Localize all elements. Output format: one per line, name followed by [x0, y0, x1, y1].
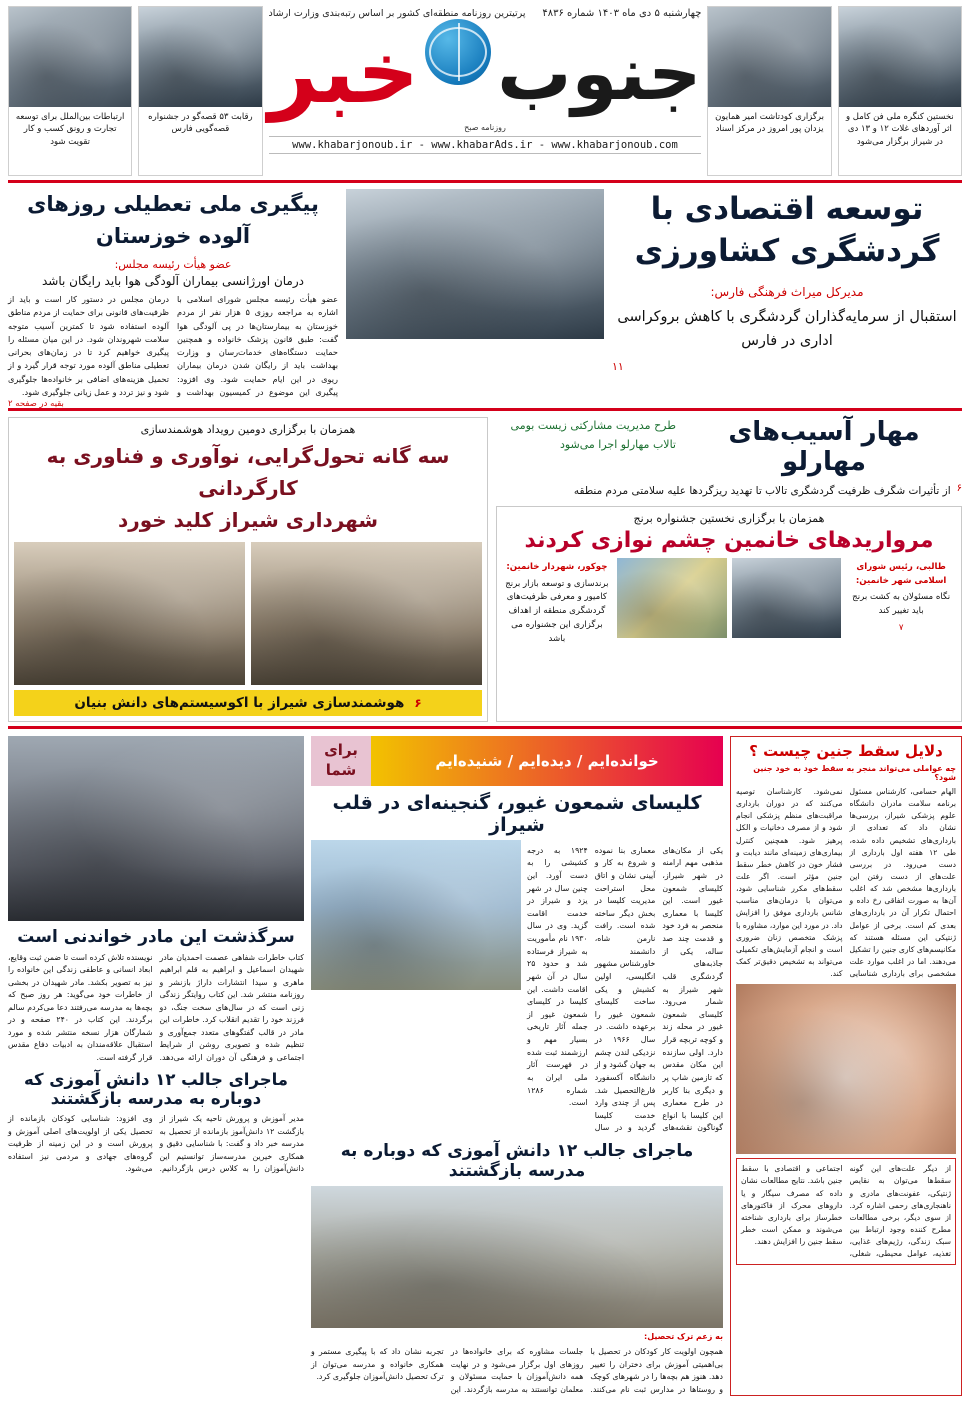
church-article[interactable]	[311, 736, 723, 1396]
read-seen-heard-badge: خوانده‌ایم / دیده‌ایم / شنیده‌ایم	[371, 736, 723, 786]
masthead-side-box[interactable]	[138, 6, 262, 176]
masthead	[8, 6, 962, 176]
masthead-side-caption: برگزاری کودتاشت امیر همایون یزدان پور امروز در مرکز اسناد	[715, 112, 824, 135]
secondary-kicker: عضو هیأت رئیسه مجلس:	[114, 258, 232, 271]
maharlu-headline: مهار آسیب‌های مهارلو	[728, 417, 920, 477]
masthead-side-box[interactable]	[838, 6, 962, 176]
hands-photo	[736, 984, 956, 1154]
church-body: یکی از مکان‌های مذهبی مهم ارامنه در شهر شیراز، کلیسای شمعون غیور است. این کلیسا با معماری منحصر به فرد خود و قدمت چند صد ساله، یکی از جاذبه‌های گردشگری قلب شهر شیراز به شمار می‌رود. کلیسای شمعون غیور در محله زند و کوچه تربچه قرار دارد. اولی سازنده این مکان مقدس که تازمین شاپ پر و دیگری بنا کاربر در طرح معماری این کلیسا با انواع گوناگون نقشه‌های معماری بنا نموده و شروع به کار و آیینی نشان و اتاق محل استراحت مدیریت کلیسا در بخش دیگر ساخته شده است. رافت نارمن شاه، دانشمند خاورشناس مشهور انگلیسی، اولین کشیش و یکی ساخت کلیسای شمعون غیور را برعهده داشت. در سال ۱۹۶۶ در نزدیکی لندن چشم به جهان گشود و از دانشگاه آکسفورد فارغ‌التحصیل شد. پس از چندی وارد خدمت کلیسا گردید و در سال ۱۹۲۴ به درجه کشیشی را به دست آورد. این چنین سال در شهر یزد و شیراز در خدمت اقامت گزید. وی در سال ۱۹۳۰ نام مأموریت به شیراز فرستاده شد و حدود ۲۵ سال در آن شهر اقامت داشت. این کلیسا در کلیسای شمعون غیور از جمله آثار تاریخی بسیار مهم و ارزشمند ثبت شده در فهرست آثار ملی ایران به شماره ۱۲۸۶ است.	[527, 845, 723, 1133]
lead-section	[8, 189, 962, 410]
lower-section	[8, 736, 962, 1396]
miscarriage-subhead: چه عواملی می‌تواند منجر به سقط خود به خود جنین شود؟	[753, 764, 956, 782]
issue-date: چهارشنبه ۵ دی ماه ۱۴۰۳ شماره ۴۸۳۶	[542, 8, 702, 19]
students-headline: ماجرای جالب ۱۲ دانش آموزی که دوباره به مدرسه بازگشتند	[340, 1141, 694, 1182]
rice-photo-1	[732, 558, 842, 638]
smart-city-headline-1: سه گانه تحول‌گرایی، نوآوری و فناوری به کارگردانی	[46, 444, 450, 500]
smart-city-photo-1	[251, 542, 482, 685]
rice-photo-2	[617, 558, 727, 638]
miscarriage-headline: دلایل سقط جنین چیست ؟	[749, 742, 943, 760]
secondary-headline: پیگیری ملی تعطیلی روزهای آلوده خوزستان	[27, 192, 319, 248]
masthead-side-photo	[708, 7, 830, 107]
students-body: همچون اولویت کار کودکان در تحصیل با بی‌اهمیتی آموزش برای دختران را تغییر دهد. هنوز هم بچه‌ها را در شهرهای کوچک و روستاها در مدارس ثبت نام می‌کنند. جلسات مشاوره که برای خانواده‌ها در روزهای اول برگزار می‌شود و در نهایت همه دانش‌آموزان با حمایت مسئولان و معلمان توانستند به مدرسه بازگردند. این تجربه نشان داد که با پیگیری مستمر و همکاری خانواده و مدرسه می‌توان از ترک تحصیل دانش‌آموزان جلوگیری کرد.	[311, 1347, 723, 1394]
miscarriage-footnote: از دیگر علت‌های این گونه سقط‌ها می‌توان به نقایص ژنتیکی، عفونت‌های مادری و ناهنجاری‌های رحمی اشاره کرد. از سوی دیگر، برخی مطالعات مطرح کننده وجود ارتباط بین سبک زندگی، رژیم‌های غذایی، تغذیه، عوامل محیطی، شغلی، اجتماعی و اقتصادی با سقط جنین باشد. نتایج مطالعات نشان داده که مصرف سیگار و یا دارو‌های محرک از فاکتورهای خطر‌ساز برای بارداری شناخته می‌شوند و ممکن است خطر سقط جنین را افزایش دهند.	[736, 1158, 956, 1265]
masthead-side-caption: نخستین کنگره ملی فن کامل و اثر آوردهای غلات ۱۲ و ۱۳ دی در شیراز برگزار می‌شود	[846, 112, 954, 147]
church-photo	[311, 840, 521, 990]
smart-city-story[interactable]	[8, 417, 488, 722]
rice-column-left	[502, 558, 612, 716]
memoir-headline: سرگذشت این مادر خواندنی است	[17, 927, 295, 947]
smart-city-headline-2: شهرداری شیراز کلید خورد	[117, 508, 379, 532]
smart-city-page-number: ۶	[414, 696, 422, 710]
masthead-topline	[269, 6, 702, 19]
maharlu-kicker-2: تالاب مهارلو اجرا می‌شود	[559, 437, 676, 451]
memoir-body: کتاب خاطرات شفاهی عصمت احمدیان مادر شهیدان اسماعیل و ابراهیم به قلم ابراهیم ماهری و سیدا انتشارات داراژ بازنشر و روزنامه منتشر شد. این کتاب روایتگر زندگی زنی است که در سال‌های سخت جنگ، دو فرزند خود را تقدیم انقلاب کرد. خاطرات این مادر در قالب گفتگوهای متعدد جمع‌آوری و تنظیم شده و تصویری روشن از شرایط اجتماعی و فرهنگی آن دوران ارائه می‌دهد. نویسنده تلاش کرده است تا ضمن ثبت وقایع، ابعاد انسانی و عاطفی زندگی این خانواده را نیز به تصویر بکشد. مادر شهیدان در بخشی از خاطرات خود می‌گوید: هر روز صبح که بچه‌ها به مدرسه می‌رفتند دعا می‌کردم سالم برگردند. این کتاب در ۲۴۰ صفحه و در شمارگان هزار نسخه منتشر شده و مورد استقبال علاقه‌مندان به ادبیات دفاع مقدس قرار گرفته است.	[8, 953, 304, 1062]
smart-city-photos	[14, 542, 482, 685]
masthead-side-box[interactable]	[707, 6, 831, 176]
lead-photo	[346, 189, 604, 339]
rice-page-right: ۷	[898, 622, 904, 633]
logo-khabar-text: خبر	[268, 23, 420, 124]
middle-band	[8, 417, 962, 722]
masthead-urls[interactable]: www.khabarjonoub.ir - www.khabarAds.ir - www.khabarjonoub.com	[269, 136, 702, 154]
smart-city-strip[interactable]	[14, 690, 482, 716]
for-you-badge: برای شما	[311, 736, 371, 786]
rice-column-right	[846, 558, 956, 716]
masthead-side-caption: ارتباطات بین‌الملل برای توسعه تجارت و رونق کسب و کار تقویت شود	[15, 112, 125, 147]
divider-red	[8, 180, 962, 183]
globe-icon	[425, 19, 491, 85]
logo-jonoub-text: جنوب	[497, 30, 702, 117]
rice-photo-col-left	[617, 558, 727, 716]
students-photo	[311, 1186, 723, 1328]
mother-memoir-article[interactable]	[8, 736, 304, 1396]
smart-city-strip-label: هوشمندسازی شیراز با اکوسیستم‌های دانش بنیان	[74, 695, 405, 711]
miscarriage-article[interactable]	[730, 736, 962, 1396]
lead-page-number: ۱۱	[612, 359, 624, 373]
smart-city-photo-2	[14, 542, 245, 685]
masthead-side-box[interactable]	[8, 6, 132, 176]
lead-main-story[interactable]	[612, 189, 962, 404]
masthead-logo-caption: روزنامه صبح	[464, 123, 506, 132]
miscarriage-body: الهام حسامی، کارشناس مسئول برنامه سلامت مادران دانشگاه علوم پزشکی شیراز، بررسی‌ها نشان داد که تعدادی از بارداری‌های تشخیص داده شده، طی ۱۲ هفته اول بارداری از دست می‌رود. در بررسی علت‌های از دست رفتن این بارداری‌ها مشخص شد که اغلب آن‌ها به صورت اتفاقی رخ داده و احتمال تکرار آن در بارداری‌های بعدی کم است. برخی از عوامل ژنتیکی این مسئله هستند که مکانیسم‌های کاری جنین را تشکیل می‌دهند. اما در اغلب موارد علت مشخصی برای بارداری شناسایی نمی‌شود. کارشناسان توصیه می‌کنند که در دوران بارداری مراقبت‌های منظم پزشکی انجام شود و از مصرف دخانیات و الکل پرهیز شود. همچنین کنترل بیماری‌های زمینه‌ای مانند دیابت و فشار خون در کاهش خطر سقط جنین مؤثر است. اگر علت سقط‌های مکرر شناسایی شود، می‌توان با درمان‌های مناسب شانس بارداری موفق را افزایش داد. در مورد این موارد، مشاوره با پزشک متخصص زنان ضروری است و انجام آزمایش‌های تکمیلی می‌تواند به تشخیص دقیق‌تر کمک کند.	[736, 787, 956, 979]
maharlu-subtitle: از تأثیرات شگرف ظرفیت گردشگری تالاب تا تهدید ریزگرد‌ها علیه سلامتی مردم منطقه	[573, 485, 951, 497]
rice-speaker-right: طالبی، رئیس شورای اسلامی شهر خانمین:	[855, 561, 947, 586]
students-body-c: مدیر آموزش و پرورش ناحیه یک شیراز از بازگشت ۱۲ دانش‌آموز بازمانده از تحصیل به مدرسه خبر داد و گفت: با شناسایی دقیق و همکاری خیرین مدرسه‌ساز توانستیم این دانش‌آموزان را به کلاس درس بازگردانیم. وی افزود: شناسایی کودکان بازمانده از تحصیل یکی از اولویت‌های اصلی آموزش و پرورش است و در این زمینه از ظرفیت گروه‌های جهادی و مردمی نیز استفاده می‌شود.	[8, 1114, 304, 1174]
rice-grid	[502, 558, 956, 716]
rice-quote-left: برندسازی و توسعه بازار برنج کامیور و معرفی ظرفیت‌های گردشگری منطقه از اهداف برگزاری این جشنواره می باشد	[505, 578, 609, 644]
smart-city-kicker: همزمان با برگزاری دومین رویداد هوشمندسازی	[140, 423, 356, 436]
lead-photo-block	[346, 189, 604, 404]
secondary-subtitle: درمان اورژانسی بیماران آلودگی هوا باید رایگان باشد	[42, 274, 304, 288]
masthead-logo	[269, 19, 702, 129]
secondary-body: عضو هیأت رئیسه مجلس شورای اسلامی با اشاره به مراجعه روزی ۵ هزار نفر از مردم خوزستان به بیمارستان‌ها در پی آلودگی هوا گفت: طبق قانون پزشک خانواده و همچنین حمایت دستگاه‌های خدمات‌رسان و وزارت بهداشت باید از رایگان شدن درمان بیماران ریوی در این ایام حمایت شود. وی افزود: پیگیری این موضوع در کمیسیون بهداشت و درمان مجلس در دستور کار است و باید از ظرفیت‌های قانونی برای حمایت از مردم مناطق آلوده استفاده شود تا کمترین آسیب متوجه سلامت شهروندان شود. در این میان مسئله را پیگیری خواهیم کرد تا در زمان‌های بحرانی تعطیلی مناطق آلوده مورد توجه قرار گیرد و از تحمیل هزینه‌های اضافی بر خانواده‌ها جلوگیری شود و نیز تردد و عمل زیانی جلوگیری شود.	[8, 294, 338, 397]
students-subhead: به زعم ترک تحصیل:	[644, 1332, 723, 1342]
secondary-continued[interactable]: بقیه در صفحه ۲	[8, 399, 64, 410]
lead-kicker: مدیرکل میراث فرهنگی فارس:	[710, 284, 864, 299]
masthead-center	[269, 6, 702, 176]
lead-subtitle: استقبال از سرمایه‌گذاران گردشگری با کاهش بروکراسی اداری در فارس	[617, 308, 957, 350]
masthead-side-photo	[139, 7, 261, 107]
masthead-side-caption: رقابت ۵۳ قصه‌گو در جشنواره قصه‌گویی فارس	[148, 112, 253, 135]
church-headline: کلیسای شمعون غیور، گنجینه‌ای در قلب شیراز	[332, 791, 702, 836]
masthead-slogan: پرتیترین روزنامه منطقه‌ای کشور بر اساس رتبه‌بندی وزارت ارشاد	[268, 8, 526, 19]
rice-quote-right: نگاه مسئولان به کشت برنج باید تغییر کند	[852, 592, 951, 617]
rice-headline: مرواریدهای خانمین چشم نوازی کردند	[524, 527, 934, 553]
mourning-women-photo	[8, 736, 304, 921]
rice-photo-col-right	[732, 558, 842, 716]
divider-red	[8, 726, 962, 729]
maharlu-page-number: ۶	[956, 482, 962, 494]
rice-festival-story[interactable]	[496, 506, 962, 722]
rice-kicker: همزمان با برگزاری نخستین جشنواره برنج	[633, 511, 825, 525]
for-you-badge-row	[311, 736, 723, 786]
maharlu-kicker-1: طرح مدیریت مشارکتی زیست بومی	[510, 419, 676, 432]
rice-speaker-left: چوکور، شهردار خانمین:	[506, 561, 608, 572]
maharlu-story[interactable]	[496, 417, 962, 722]
students-headline-c: ماجرای جالب ۱۲ دانش آموزی که دوباره به مدرسه بازگشتند	[23, 1070, 289, 1109]
lead-headline: توسعه اقتصادی با گردشگری کشاورزی	[634, 191, 940, 269]
masthead-side-photo	[9, 7, 131, 107]
lead-secondary-story[interactable]	[8, 189, 338, 410]
masthead-side-photo	[839, 7, 961, 107]
